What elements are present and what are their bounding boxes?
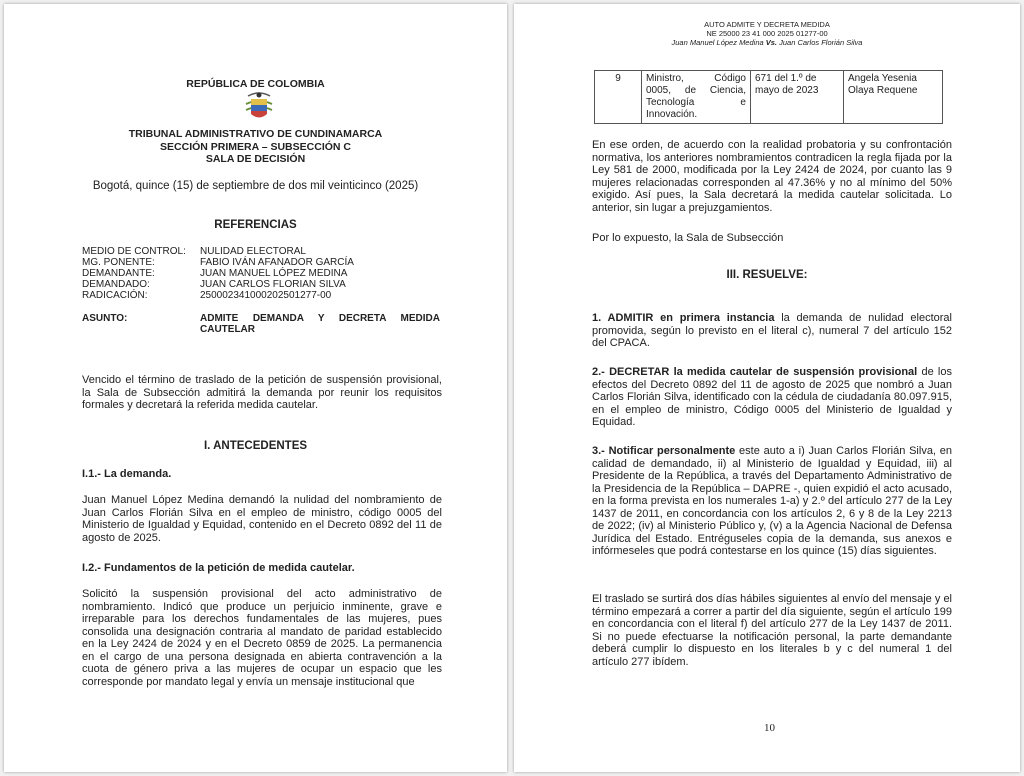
intro-paragraph: Vencido el término de traslado de la petición de suspensión provisional, la Sala de Subsección admitirá la demanda por reunir los requisitos formales y decretará la referida medida cautelar. [82, 374, 442, 411]
appointments-table [594, 70, 943, 124]
table-row [595, 71, 943, 124]
ref-label: RADICACIÓN: [82, 290, 148, 301]
subsection-demanda-title: I.1.- La demanda. [82, 468, 172, 480]
ref-value: JUAN MANUEL LÓPEZ MEDINA [200, 268, 348, 279]
resolution-2: 2.- DECRETAR la medida cautelar de suspensión provisional de los efectos del Decreto 0892 del 11 de agosto de 2025 que nombró a Juan Carlos Florián Silva, identificado con la cédula de ciudadanía 80.097.915, en el empleo de ministro, Código 0005 del Ministerio de Igualdad y Equidad. [592, 366, 952, 428]
coat-of-arms-icon [242, 90, 276, 124]
references-title: REFERENCIAS [214, 219, 297, 231]
table-cell-person: Angela Yesenia Olaya Requene [844, 71, 943, 124]
resolution-1: 1. ADMITIR en primera instancia la demanda de nulidad electoral promovida, según lo previsto en el literal c), numeral 7 del artículo 152 del CPACA. [592, 312, 952, 349]
fundamentos-paragraph: Solicitó la suspensión provisional del acto administrativo de nombramiento. Indicó que produce un perjuicio inminente, grave e irreparable para los derechos fundamentales de las mujeres, pues consolida una designación contraria al mandato de paridad establecido en la Ley 2424 de 2024 y en el Decreto 0859 de 2025. La permanencia en el cargo de una persona designada en abierta contravención a la cuota de género priva a las mujeres de ocupar un espacio que les corresponde por mandato legal y envía un mensaje institucional que [82, 588, 442, 688]
probatoria-paragraph: En ese orden, de acuerdo con la realidad probatoria y su confrontación normativa, los anteriores nombramientos contradicen la regla fijada por la Ley 581 de 2000, modificada por la Ley 2424 de 2024, por cuanto las 9 mujeres relacionadas corresponden al 47.36% y no al mínimo del 50% exigido. Así pues, la Sala decretará la medida cautelar solicitada. Lo anterior, sin lugar a prejuzgamientos. [592, 139, 952, 214]
asunto-label: ASUNTO: [82, 313, 128, 324]
ref-label: DEMANDANTE: [82, 268, 155, 279]
conclusion-paragraph: Por lo expuesto, la Sala de Subsección [592, 232, 784, 244]
ref-label: MEDIO DE CONTROL: [82, 246, 186, 257]
document-page-1 [4, 4, 507, 772]
running-header-parties: Juan Manuel López Medina Vs. Juan Carlos Florián Silva [671, 38, 863, 47]
resolution-3: 3.- Notificar personalmente este auto a i) Juan Carlos Florián Silva, en calidad de demandado, ii) al Ministerio de Igualdad y Equidad, iii) al Presidente de la República, a través del Departamento Administrativo de la Presidencia de la República – DAPRE -, quien expidió el acto acusado, en la forma prevista en los numerales 1-a) y 2.º del artículo 277 de la Ley 1437 de 2011, en concordancia con los artículos 2, 6 y 8 de la Ley 2213 de 2022; (iv) al Ministerio Público y, (v) a la Agencia Nacional de Defensa Jurídica del Estado. Entréguseles copia de la demanda, sus anexos e infórmeseles que podrá contestarse en los quince (15) días siguientes. [592, 445, 952, 557]
asunto-value: ADMITE DEMANDA Y DECRETA MEDIDA CAUTELAR [200, 313, 440, 335]
ref-label: DEMANDADO: [82, 279, 150, 290]
demanda-paragraph: Juan Manuel López Medina demandó la nulidad del nombramiento de Juan Carlos Florián Silva en el empleo de ministro, código 0005 del Ministerio de Igualdad y Equidad, contenido en el Decreto 0892 del 11 de agosto de 2025. [82, 494, 442, 544]
running-header-title: AUTO ADMITE Y DECRETA MEDIDA [704, 20, 830, 29]
ref-value: 25000234100020250127​7-00 [200, 290, 332, 301]
subsection-fundamentos-title: I.2.- Fundamentos de la petición de medida cautelar. [82, 562, 355, 574]
ref-value: NULIDAD ELECTORAL [200, 246, 306, 257]
running-header-case: NE 25000 23 41 000 2025 01277-00 [706, 29, 828, 38]
table-cell-number: 9 [595, 71, 642, 124]
resuelve-title: III. RESUELVE: [726, 269, 808, 281]
section-antecedentes-title: I. ANTECEDENTES [203, 440, 308, 452]
ref-value: JUAN CARLOS FLORIAN SILVA [200, 279, 346, 290]
document-date: Bogotá, quince (15) de septiembre de dos mil veinticinco (2025) [92, 180, 419, 192]
court-heading: TRIBUNAL ADMINISTRATIVO DE CUNDINAMARCA [128, 128, 383, 140]
ref-label: MG. PONENTE: [82, 257, 155, 268]
ref-value: FABIO IVÁN AFANADOR GARCÍA [200, 257, 354, 268]
section-heading: SECCIÓN PRIMERA – SUBSECCIÓN C [160, 141, 351, 153]
table-cell-decree: 671 del 1.º de mayo de 2023 [751, 71, 844, 124]
document-page-2 [514, 4, 1020, 772]
chamber-heading: SALA DE DECISIÓN [205, 153, 306, 165]
traslado-paragraph: El traslado se surtirá dos días hábiles siguientes al envío del mensaje y el término empezará a correr a partir del día siguiente, según el artículo 199 en concordancia con el literal f) del artículo 277 de la Ley 1437 de 2011. Si no puede efectuarse la notificación personal, la parte demandante deberá cumplir lo dispuesto en los literales b y c del numeral 1 del artículo 277 ibídem. [592, 593, 952, 668]
table-cell-entity: Ministro, Código 0005, de Ciencia, Tecnología e Innovación. [642, 71, 751, 124]
page-number: 10 [764, 722, 775, 734]
republic-heading: REPÚBLICA DE COLOMBIA [186, 78, 325, 90]
